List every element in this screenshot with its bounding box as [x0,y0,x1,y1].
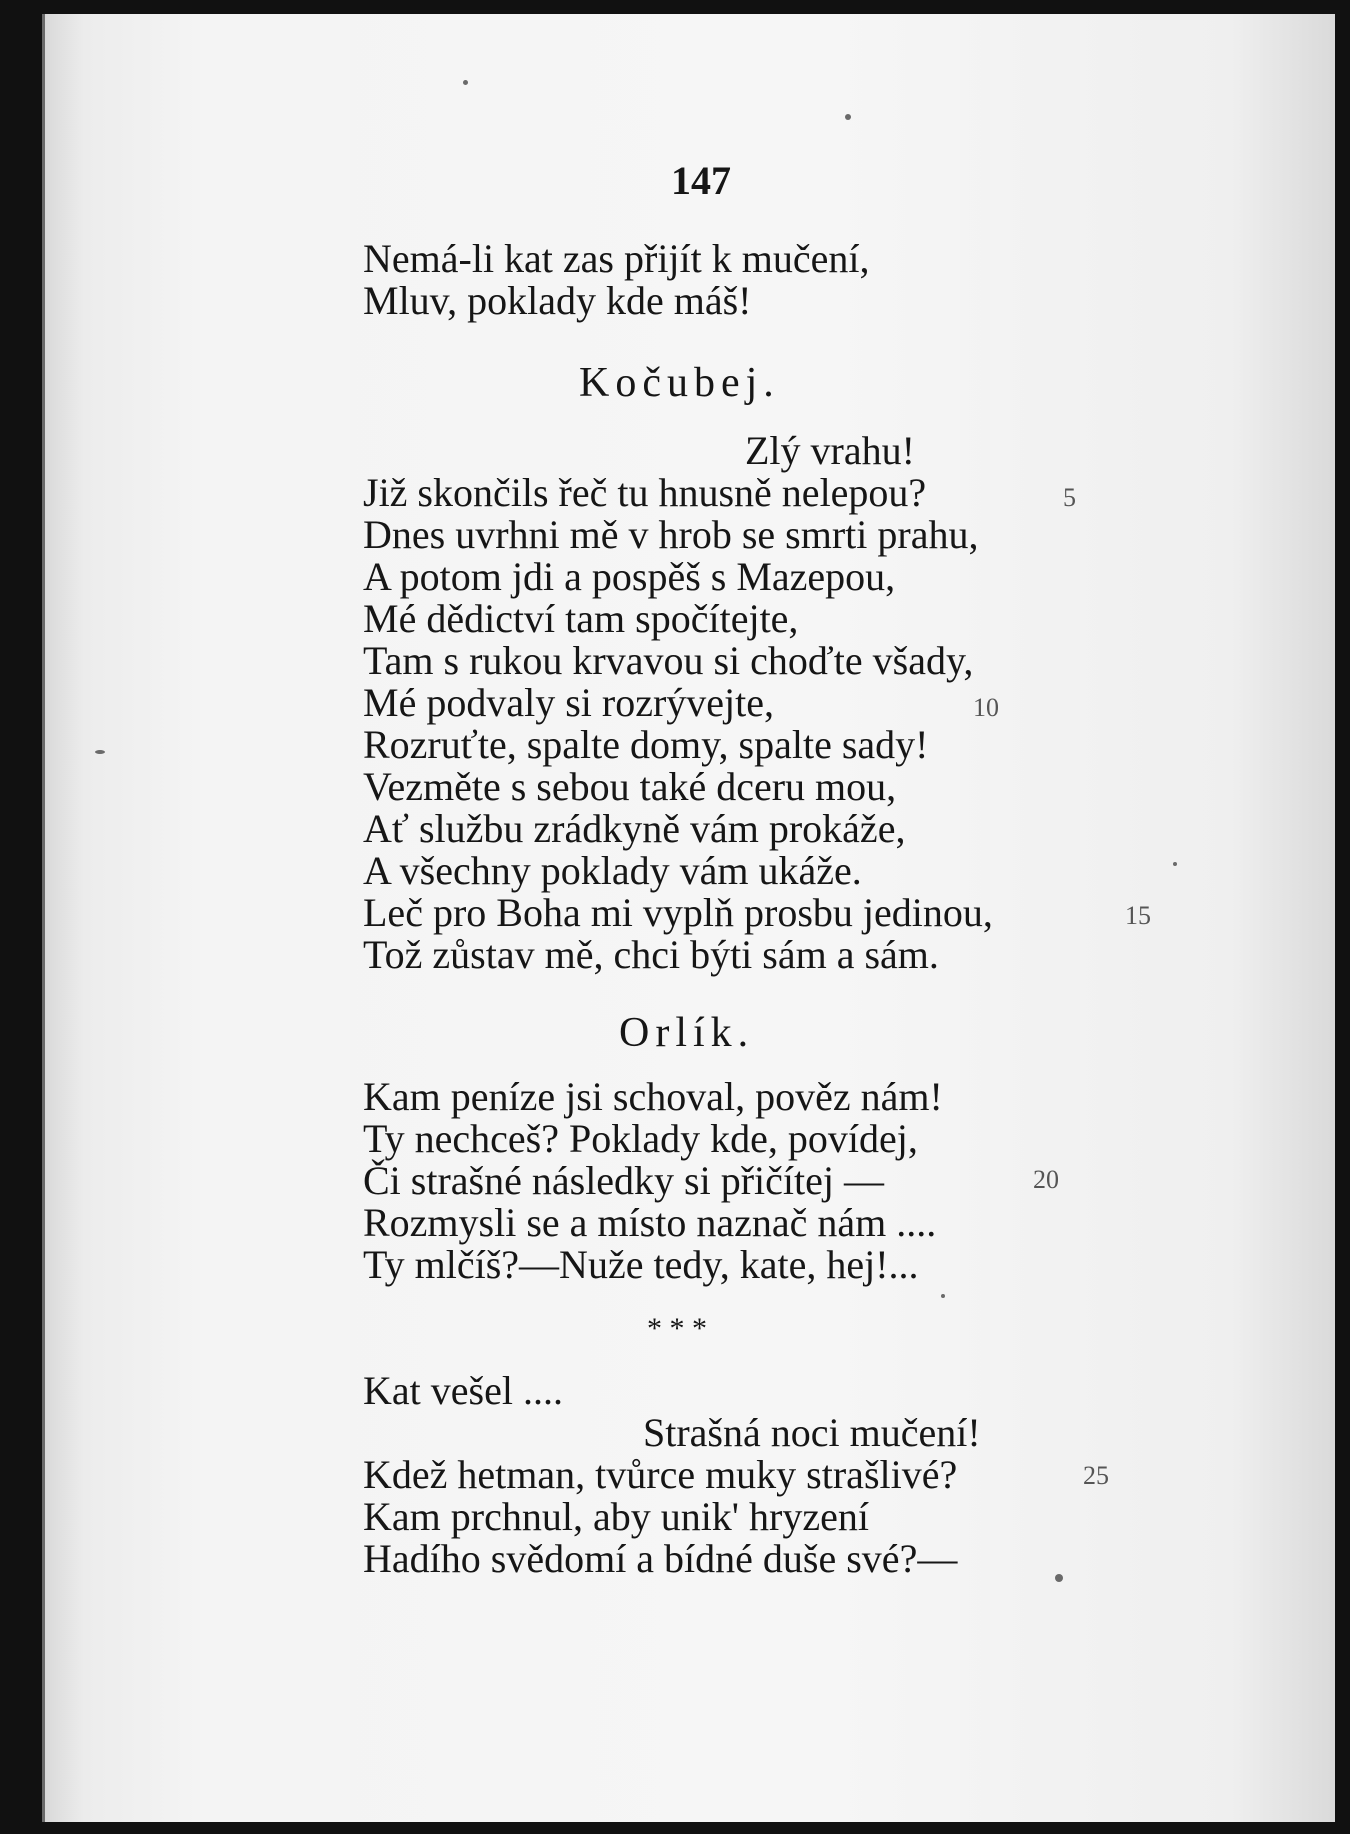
verse-line: Již skončils řeč tu hnusně nelepou? [363,470,927,515]
verse-line: Rozruťte, spalte domy, spalte sady! [363,722,929,767]
section-separator: * * * [647,1312,707,1345]
margin-line-mark: 10 [973,693,999,722]
ink-speck [463,80,468,85]
verse-line: Vezměte s sebou také dceru mou, [363,764,897,809]
ink-speck [95,750,105,754]
verse-line: Tam s rukou krvavou si choďte všady, [363,638,974,683]
verse-line: Kam prchnul, aby unik' hryzení [363,1494,869,1539]
verse-line: Či strašné následky si přičítej — [363,1158,885,1203]
margin-line-mark: 20 [1033,1165,1059,1194]
page-number: 147 [671,158,731,203]
verse-line: Zlý vrahu! [745,428,915,473]
verse-line: Strašná noci mučení! [643,1410,981,1455]
verse-line: Leč pro Boha mi vyplň prosbu jedinou, [363,890,993,935]
verse-line: Kam peníze jsi schoval, pověz nám! [363,1074,943,1119]
ink-speck [941,1294,945,1298]
verse-line: A všechny poklady vám ukáže. [363,848,862,893]
margin-line-mark: 15 [1125,901,1151,930]
ink-speck [845,114,851,120]
speaker-heading: Kočubej. [579,360,780,406]
ink-speck [1055,1574,1063,1582]
verse-line: Kdež hetman, tvůrce muky strašlivé? [363,1452,958,1497]
verse-line: A potom jdi a pospěš s Mazepou, [363,554,896,599]
verse-line: Mé podvaly si rozrývejte, [363,680,774,725]
speaker-heading: Orlík. [619,1010,755,1056]
margin-line-mark: 25 [1083,1461,1109,1490]
verse-line: Mluv, poklady kde máš! [363,278,752,323]
verse-line: Hadího svědomí a bídné duše své?— [363,1536,958,1581]
verse-line: Ať službu zrádkyně vám prokáže, [363,806,906,851]
margin-line-mark: 5 [1063,483,1076,512]
verse-line: Rozmysli se a místo naznač nám .... [363,1200,937,1245]
verse-line: Ty mlčíš?—Nuže tedy, kate, hej!... [363,1242,919,1287]
verse-line: Kat vešel .... [363,1368,563,1413]
verse-line: Mé dědictví tam spočítejte, [363,596,799,641]
ink-speck [1173,862,1177,866]
book-page [42,14,1335,1822]
verse-line: Tož zůstav mě, chci býti sám a sám. [363,932,939,977]
verse-line: Nemá-li kat zas přijít k mučení, [363,236,870,281]
verse-line: Dnes uvrhni mě v hrob se smrti prahu, [363,512,979,557]
verse-line: Ty nechceš? Poklady kde, povídej, [363,1116,918,1161]
